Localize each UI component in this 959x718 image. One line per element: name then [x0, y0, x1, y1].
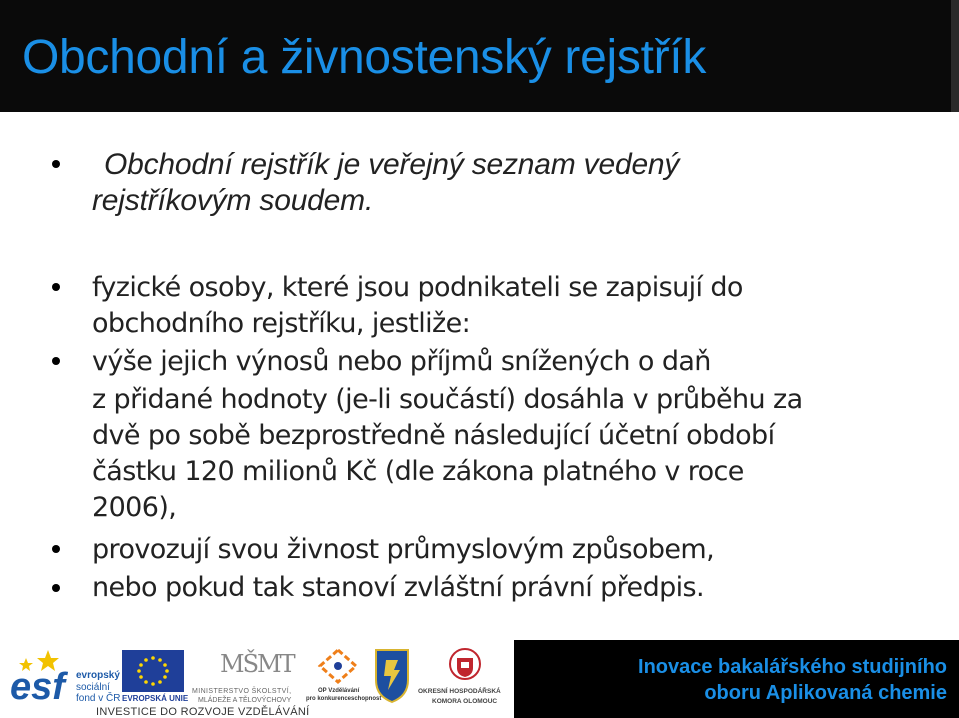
funding-caption: INVESTICE DO ROZVOJE VZDĚLÁVÁNÍ — [96, 706, 310, 718]
op-line2: pro konkurenceschopnost — [306, 696, 382, 702]
slide-title: Obchodní a živnostenský rejstřík — [22, 31, 707, 84]
bullet-marker — [52, 357, 60, 365]
text-line: Obchodní rejstřík je veřejný seznam vedený — [104, 148, 680, 181]
text-line: obchodního rejstříku, jestliže: — [92, 308, 471, 339]
shield-icon — [372, 646, 412, 704]
text-line: částku 120 milionů Kč (dle zákona platného v roce — [92, 456, 744, 487]
bullet-marker — [52, 160, 60, 168]
komora-emblem-icon — [448, 648, 482, 680]
esf-line3: fond v ČR — [76, 693, 121, 704]
esf-logo — [8, 648, 121, 708]
text-line: 2006), — [92, 492, 177, 523]
op-diamond-icon — [316, 648, 360, 686]
bullet-marker — [52, 283, 60, 291]
komora-line2: KOMORA OLOMOUC — [432, 698, 498, 705]
university-logo — [372, 646, 412, 706]
esf-mark: esf — [10, 666, 65, 708]
text-line: dvě po sobě bezprostředně následující účetní období — [92, 420, 775, 451]
op-logo — [306, 648, 382, 708]
text-line: provozují svou živnost průmyslovým způsobem, — [92, 534, 715, 565]
msmt-line2: MLÁDEŽE A TĚLOVÝCHOVY — [198, 697, 292, 704]
project-banner — [514, 640, 959, 718]
text-line: výše jejich výnosů nebo příjmů snížených o daň — [92, 346, 711, 377]
komora-line1: OKRESNÍ HOSPODÁŘSKÁ — [418, 688, 501, 695]
esf-line2: sociální — [76, 682, 110, 693]
msmt-mark: MŠMT — [220, 650, 294, 678]
text-line: fyzické osoby, které jsou podnikateli se zapisují do — [92, 272, 743, 303]
bullet-marker — [52, 545, 60, 553]
eu-label: EVROPSKÁ UNIE — [122, 694, 189, 703]
text-line: nebo pokud tak stanoví zvláštní právní předpis. — [92, 572, 704, 603]
text-line: z přidané hodnoty (je-li součástí) dosáhla v průběhu za — [92, 384, 803, 415]
msmt-logo — [192, 648, 302, 708]
banner-line-2: oboru Aplikovaná chemie — [704, 682, 947, 704]
eu-flag-icon — [122, 650, 184, 692]
komora-logo — [418, 648, 514, 708]
op-line1: OP Vzdělávání — [318, 688, 360, 694]
banner-line-1: Inovace bakalářského studijního — [638, 656, 947, 678]
msmt-line1: MINISTERSTVO ŠKOLSTVÍ, — [192, 688, 292, 695]
esf-line1: evropský — [76, 670, 120, 681]
text-line: rejstříkovým soudem. — [92, 184, 374, 217]
bullet-marker — [52, 584, 60, 592]
eu-logo — [122, 650, 189, 704]
